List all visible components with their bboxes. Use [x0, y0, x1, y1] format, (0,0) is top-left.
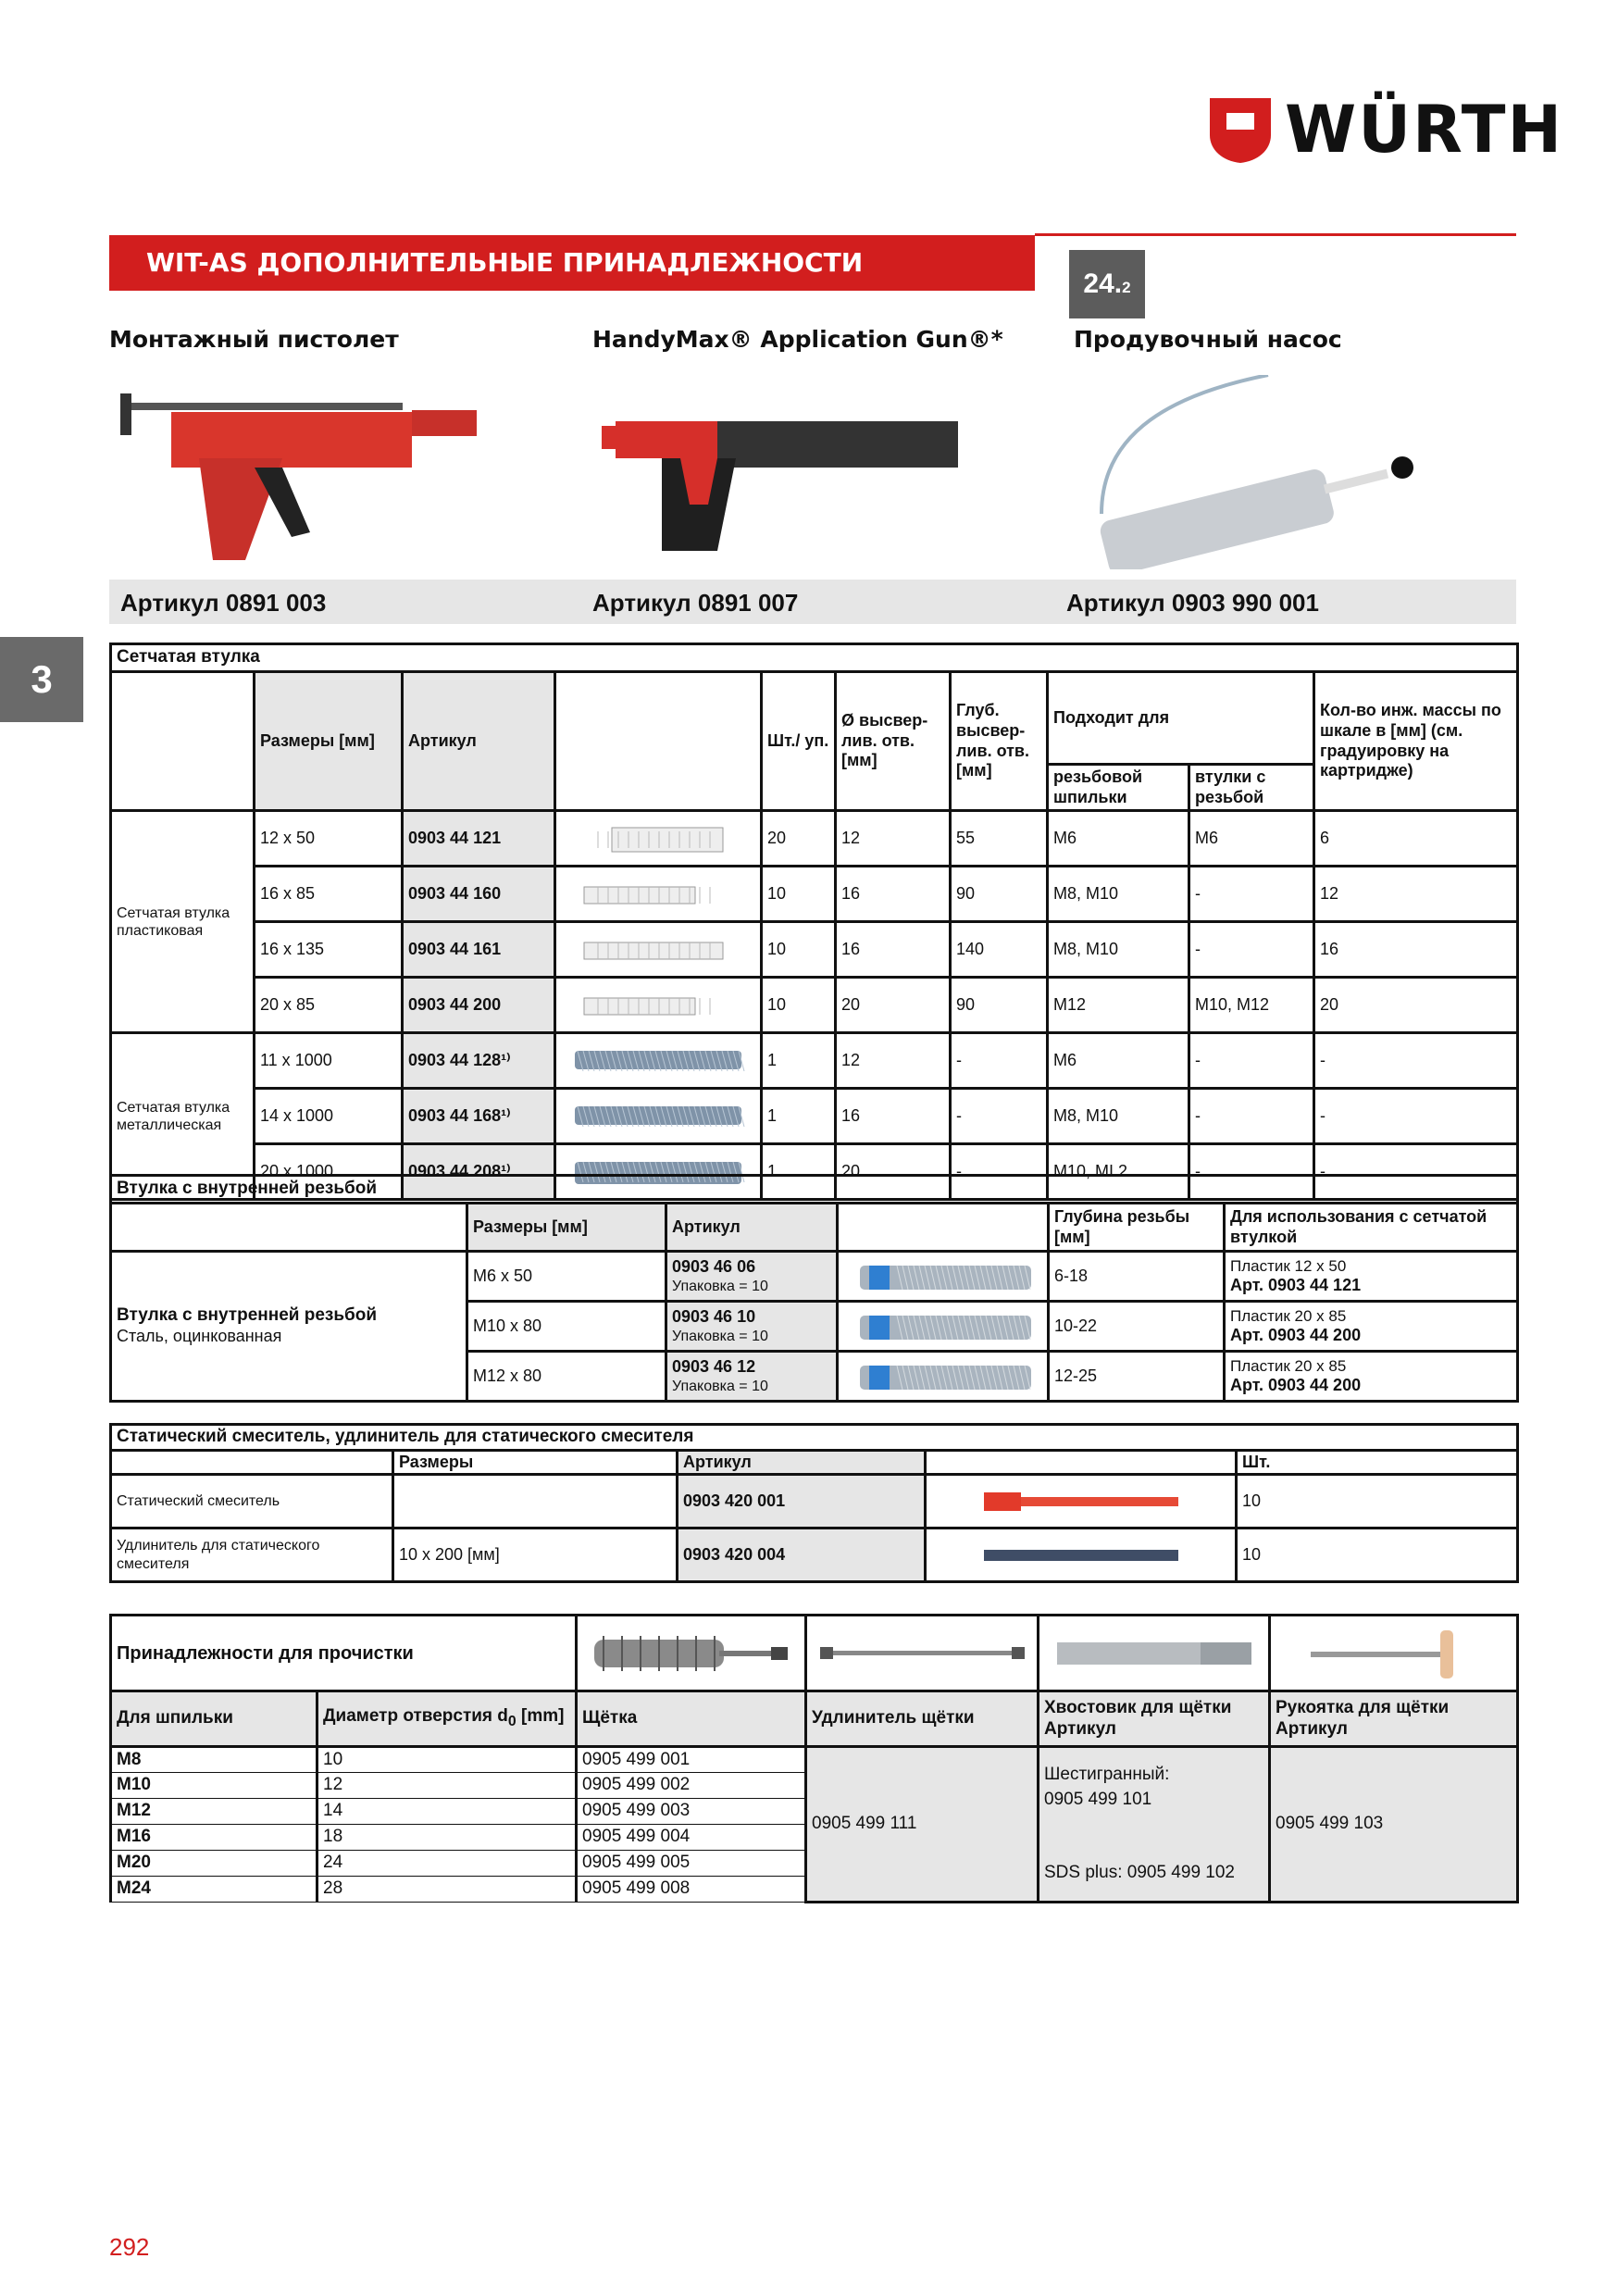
depth-cell: 90	[951, 867, 1048, 922]
shank-article: Шестигранный: 0905 499 101 SDS plus: 0905 499 102	[1039, 1747, 1270, 1903]
handymax-gun-illustration	[597, 384, 967, 569]
handle-article: 0905 499 103	[1270, 1747, 1518, 1903]
dispenser-gun-illustration	[116, 384, 486, 569]
qty-cell: 1	[762, 1144, 836, 1200]
size-cell	[393, 1475, 678, 1529]
name-cell: Удлинитель для статического смесителя	[111, 1529, 393, 1582]
size-cell: 16 x 85	[255, 867, 403, 922]
article-cell: 0903 44 168¹⁾	[403, 1089, 555, 1144]
sleeve-picture	[555, 1089, 762, 1144]
dia-cell: 18	[317, 1825, 577, 1851]
article-cell: 0903 420 004	[678, 1529, 926, 1582]
dia-cell: 12	[836, 1033, 951, 1089]
sleeve-picture	[555, 1033, 762, 1089]
table-row	[111, 1529, 1518, 1582]
name-cell: Статический смеситель	[111, 1475, 393, 1529]
product-title-1: Монтажный пистолет	[109, 326, 399, 353]
product-title-3: Продувочный насос	[1074, 326, 1342, 353]
depth-cell: 55	[951, 811, 1048, 867]
mass-cell: -	[1314, 1033, 1518, 1089]
sleeve-cell: -	[1189, 867, 1314, 922]
mass-cell: 12	[1314, 867, 1518, 922]
mass-cell: 16	[1314, 922, 1518, 978]
col-qty: Шт.	[1237, 1451, 1518, 1475]
depth-cell: 10-22	[1049, 1302, 1225, 1352]
stud-cell: M16	[111, 1825, 317, 1851]
cleaning-accessories-table	[109, 1614, 1519, 1903]
col-fits: Подходит для	[1048, 672, 1314, 765]
col-handle: Рукоятка для щётки Артикул	[1270, 1691, 1518, 1747]
article-cell: 0903 46 06 Упаковка = 10	[666, 1252, 838, 1302]
col-sizes: Размеры	[393, 1451, 678, 1475]
stud-cell: M12	[1048, 978, 1189, 1033]
brush-cell: 0905 499 008	[577, 1877, 806, 1903]
stud-cell: M6	[1048, 1033, 1189, 1089]
col-sizes: Размеры [мм]	[467, 1204, 666, 1252]
brush-cell: 0905 499 005	[577, 1851, 806, 1877]
group-label: Втулка с внутренней резьбой Сталь, оцинкованная	[111, 1252, 467, 1402]
table-row	[111, 1033, 1518, 1089]
table-row	[111, 811, 1518, 867]
depth-cell: -	[951, 1089, 1048, 1144]
stud-cell: M8	[111, 1747, 317, 1773]
page-number: 292	[109, 2233, 150, 2261]
qty-cell: 10	[762, 922, 836, 978]
size-cell: 16 x 135	[255, 922, 403, 978]
table-row	[111, 978, 1518, 1033]
mixer-picture	[926, 1475, 1237, 1529]
brush-cell: 0905 499 001	[577, 1747, 806, 1773]
sleeve-cell: M6	[1189, 811, 1314, 867]
col-dia: Диаметр отверстия $d_0$ [mm]	[317, 1691, 577, 1747]
dia-cell: 24	[317, 1851, 577, 1877]
sleeve-picture	[555, 978, 762, 1033]
size-cell: 14 x 1000	[255, 1089, 403, 1144]
col-dia: Ø высвер-лив. отв. [мм]	[836, 672, 951, 811]
article-cell: 0903 44 208¹⁾	[403, 1144, 555, 1200]
qty-cell: 10	[762, 867, 836, 922]
sleeve-picture	[838, 1302, 1049, 1352]
brush-cell: 0905 499 004	[577, 1825, 806, 1851]
col-brush: Щётка	[577, 1691, 806, 1747]
article-2: Артикул 0891 007	[592, 589, 799, 617]
mass-cell: 6	[1314, 811, 1518, 867]
dia-cell: 16	[836, 922, 951, 978]
dia-cell: 14	[317, 1799, 577, 1825]
use-cell: Пластик 20 x 85 Арт. 0903 44 200	[1225, 1302, 1518, 1352]
brush-cell: 0905 499 002	[577, 1773, 806, 1799]
section-banner: WIT-AS ДОПОЛНИТЕЛЬНЫЕ ПРИНАДЛЕЖНОСТИ	[109, 235, 1035, 291]
table-row	[111, 867, 1518, 922]
ext-article: 0905 499 111	[806, 1747, 1039, 1903]
col-sizes: Размеры [мм]	[255, 672, 403, 811]
sleeve-cell: -	[1189, 1089, 1314, 1144]
col-stud: резьбовой шпильки	[1048, 765, 1189, 811]
size-cell: 12 x 50	[255, 811, 403, 867]
size-cell: M6 x 50	[467, 1252, 666, 1302]
sleeve-cell: -	[1189, 1033, 1314, 1089]
shank-picture	[1039, 1616, 1270, 1691]
brush-cell: 0905 499 003	[577, 1799, 806, 1825]
table-row	[111, 1089, 1518, 1144]
use-cell: Пластик 20 x 85 Арт. 0903 44 200	[1225, 1352, 1518, 1402]
sleeve-cell: -	[1189, 1144, 1314, 1200]
header-rule	[1035, 233, 1516, 236]
article-1: Артикул 0891 003	[120, 589, 327, 617]
mesh-sleeve-table	[109, 643, 1519, 1201]
col-article: Артикул	[666, 1204, 838, 1252]
wurth-logo-icon	[1210, 98, 1271, 163]
stud-cell: M10	[111, 1773, 317, 1799]
sleeve-cell: -	[1189, 922, 1314, 978]
article-cell: 0903 44 200	[403, 978, 555, 1033]
brush-picture	[577, 1616, 806, 1691]
dia-cell: 16	[836, 1089, 951, 1144]
brand-name: WÜRTH	[1285, 92, 1564, 168]
col-article: Артикул	[678, 1451, 926, 1475]
col-article: Артикул	[403, 672, 555, 811]
table-row	[111, 1252, 1518, 1302]
size-cell: 20 x 85	[255, 978, 403, 1033]
group-label: Сетчатая втулка металлическая	[111, 1033, 255, 1200]
article-cell: 0903 420 001	[678, 1475, 926, 1529]
size-cell: M10 x 80	[467, 1302, 666, 1352]
qty-cell: 10	[1237, 1475, 1518, 1529]
article-cell: 0903 46 12 Упаковка = 10	[666, 1352, 838, 1402]
static-mixer-table	[109, 1423, 1519, 1583]
product-title-2: HandyMax® Application Gun®*	[592, 326, 1003, 353]
table-title: Сетчатая втулка	[111, 644, 1518, 672]
sleeve-picture	[838, 1352, 1049, 1402]
qty-cell: 1	[762, 1033, 836, 1089]
dia-cell: 16	[836, 867, 951, 922]
handle-picture	[1270, 1616, 1518, 1691]
depth-cell: -	[951, 1033, 1048, 1089]
article-cell: 0903 44 121	[403, 811, 555, 867]
qty-cell: 20	[762, 811, 836, 867]
stud-cell: M20	[111, 1851, 317, 1877]
size-cell: 10 x 200 [мм]	[393, 1529, 678, 1582]
mixer-picture	[926, 1529, 1237, 1582]
table-title: Втулка с внутренней резьбой	[111, 1176, 1518, 1204]
chapter-tab: 3	[0, 637, 83, 722]
article-cell: 0903 44 128¹⁾	[403, 1033, 555, 1089]
stud-cell: M8, M10	[1048, 922, 1189, 978]
dia-cell: 12	[317, 1773, 577, 1799]
sleeve-picture	[555, 811, 762, 867]
col-shank: Хвостовик для щётки Артикул	[1039, 1691, 1270, 1747]
depth-cell: 90	[951, 978, 1048, 1033]
qty-cell: 10	[762, 978, 836, 1033]
stud-cell: M8, M10	[1048, 867, 1189, 922]
dia-cell: 28	[317, 1877, 577, 1903]
table-row	[111, 1747, 1518, 1773]
extension-picture	[806, 1616, 1039, 1691]
stud-cell: M6	[1048, 811, 1189, 867]
depth-cell: -	[951, 1144, 1048, 1200]
article-cell: 0903 46 10 Упаковка = 10	[666, 1302, 838, 1352]
article-3: Артикул 0903 990 001	[1066, 589, 1319, 617]
size-cell: 11 x 1000	[255, 1033, 403, 1089]
depth-cell: 6-18	[1049, 1252, 1225, 1302]
stud-cell: M12	[111, 1799, 317, 1825]
col-sleeve: втулки с резьбой	[1189, 765, 1314, 811]
table-title: Статический смеситель, удлинитель для статического смесителя	[111, 1425, 1518, 1451]
depth-cell: 140	[951, 922, 1048, 978]
size-cell: 20 x 1000	[255, 1144, 403, 1200]
use-cell: Пластик 12 x 50 Арт. 0903 44 121	[1225, 1252, 1518, 1302]
table-row	[111, 922, 1518, 978]
threaded-sleeve-table	[109, 1174, 1519, 1403]
blow-pump-illustration	[1083, 375, 1453, 569]
sleeve-picture	[555, 867, 762, 922]
mass-cell: 20	[1314, 978, 1518, 1033]
dia-cell: 20	[836, 978, 951, 1033]
col-depth: Глуб. высвер-лив. отв. [мм]	[951, 672, 1048, 811]
col-qty: Шт./ уп.	[762, 672, 836, 811]
col-stud: Для шпильки	[111, 1691, 317, 1747]
dia-cell: 20	[836, 1144, 951, 1200]
article-cell: 0903 44 161	[403, 922, 555, 978]
col-ext: Удлинитель щётки	[806, 1691, 1039, 1747]
dia-cell: 10	[317, 1747, 577, 1773]
section-number: 24.2	[1069, 250, 1145, 318]
mass-cell: -	[1314, 1144, 1518, 1200]
mass-cell: -	[1314, 1089, 1518, 1144]
dia-cell: 12	[836, 811, 951, 867]
stud-cell: M24	[111, 1877, 317, 1903]
sleeve-picture	[838, 1252, 1049, 1302]
col-mass: Кол-во инж. массы по шкале в [мм] (см. градуировку на картридже)	[1314, 672, 1518, 811]
table-row	[111, 1475, 1518, 1529]
stud-cell: M10, MI 2	[1048, 1144, 1189, 1200]
depth-cell: 12-25	[1049, 1352, 1225, 1402]
sleeve-picture	[555, 922, 762, 978]
stud-cell: M8, M10	[1048, 1089, 1189, 1144]
group-label: Сетчатая втулка пластиковая	[111, 811, 255, 1033]
sleeve-cell: M10, M12	[1189, 978, 1314, 1033]
size-cell: M12 x 80	[467, 1352, 666, 1402]
table-title: Принадлежности для прочистки	[111, 1616, 577, 1691]
col-depth: Глубина резьбы [мм]	[1049, 1204, 1225, 1252]
article-cell: 0903 44 160	[403, 867, 555, 922]
qty-cell: 10	[1237, 1529, 1518, 1582]
col-use: Для использования с сетчатой втулкой	[1225, 1204, 1518, 1252]
qty-cell: 1	[762, 1089, 836, 1144]
